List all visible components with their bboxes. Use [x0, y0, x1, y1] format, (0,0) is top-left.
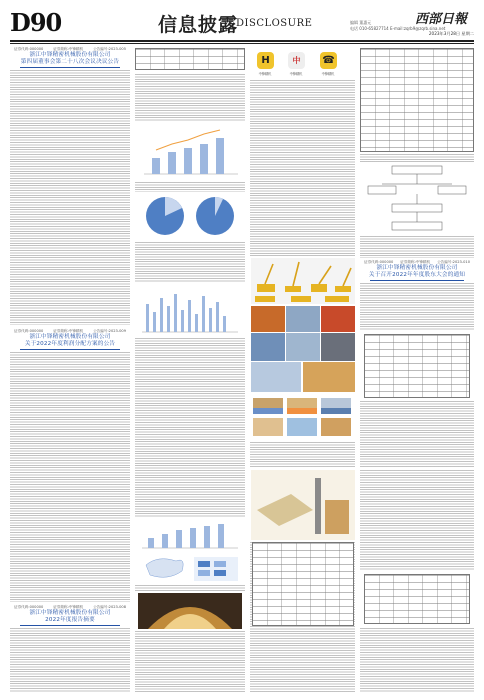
- body-text: [360, 283, 474, 331]
- body-text: [135, 585, 245, 591]
- masthead-logo: 西部日報: [415, 12, 468, 27]
- body-text: [10, 352, 130, 602]
- section-title-en: DISCLOSURE: [236, 18, 313, 29]
- body-text: [360, 236, 474, 258]
- pie-charts-image: [143, 194, 239, 240]
- machinery-photos: [251, 258, 355, 304]
- section-title: 信息披露: [158, 14, 239, 36]
- company-logo-icon: 中: [288, 52, 305, 69]
- body-text: [250, 442, 355, 468]
- body-text: [360, 628, 474, 692]
- financial-table: [252, 542, 354, 626]
- body-text: [250, 80, 355, 256]
- editor-line: 编辑 董惠元: [350, 20, 372, 25]
- body-text: [135, 74, 245, 122]
- announcement-company: 浙江中锋精密机械股份有限公司: [29, 52, 111, 58]
- announcement-header: [360, 260, 474, 282]
- announcement-header: [10, 329, 130, 351]
- ownership-structure-diagram: [362, 164, 472, 234]
- body-text: [135, 182, 245, 192]
- line-chart-image: [138, 520, 242, 552]
- column-chart-image: [138, 284, 242, 336]
- announcement-title: 第四届董事会第二十八次会议决议公告: [20, 59, 120, 65]
- logo-caption: 中锋精机: [258, 72, 272, 76]
- header-rule: [10, 40, 474, 42]
- page-header: [10, 8, 474, 38]
- china-map-image: [138, 553, 242, 583]
- body-text: [135, 631, 245, 692]
- body-text: [10, 628, 130, 692]
- tunnel-photo: [138, 593, 242, 629]
- proposal-table: [364, 334, 470, 398]
- body-text: [135, 242, 245, 282]
- announcement-header: [10, 605, 130, 627]
- header-rule-thin: [10, 43, 474, 44]
- bar-line-chart-image: [138, 124, 242, 180]
- announcement-title: 关于召开2022年年度股东大会的通知: [368, 272, 466, 278]
- foundation-diagram: [251, 470, 355, 540]
- announcement-company: 浙江中锋精密机械股份有限公司: [29, 610, 111, 616]
- issue-date: 2023年3月28日 星期二: [428, 31, 474, 36]
- announcement-meta: 证券代码:000000 证券简称:中锋精机 公告编号:2023-009: [14, 329, 126, 333]
- body-text: [135, 338, 245, 518]
- contact-line: 电话 010-65827714 E-mail:zqrb9@zqrb.sina.net: [350, 26, 446, 31]
- announcement-title: 关于2022年度利润分配方案的公告: [24, 341, 116, 347]
- logo-caption: 中锋精机: [289, 72, 303, 76]
- product-photos: [251, 306, 355, 392]
- announcement-header: [10, 47, 130, 69]
- body-text: [360, 401, 474, 467]
- announcement-company: 浙江中锋精密机械股份有限公司: [376, 265, 458, 271]
- data-table: [135, 48, 245, 70]
- body-text: [10, 70, 130, 325]
- announcement-meta: 证券代码:000000 证券简称:中锋精机 公告编号:2023-010: [364, 260, 470, 264]
- page-number: D90: [10, 8, 62, 37]
- construction-diagrams: [251, 394, 355, 440]
- announcement-meta: 证券代码:000000 证券简称:中锋精机 公告编号:2023-005: [14, 47, 126, 51]
- company-logo-icon: H: [257, 52, 274, 69]
- announcement-meta: 证券代码:000000 证券简称:中锋精机 公告编号:2023-008: [14, 605, 126, 609]
- financial-table: [360, 48, 474, 152]
- body-text: [360, 154, 474, 162]
- authorization-table: [364, 574, 470, 624]
- announcement-title: 2022年度报告摘要: [45, 617, 95, 623]
- phone-logo-icon: ☎: [320, 52, 337, 69]
- body-text: [360, 470, 474, 570]
- logo-caption: 中锋精机: [321, 72, 335, 76]
- announcement-company: 浙江中锋精密机械股份有限公司: [29, 334, 111, 340]
